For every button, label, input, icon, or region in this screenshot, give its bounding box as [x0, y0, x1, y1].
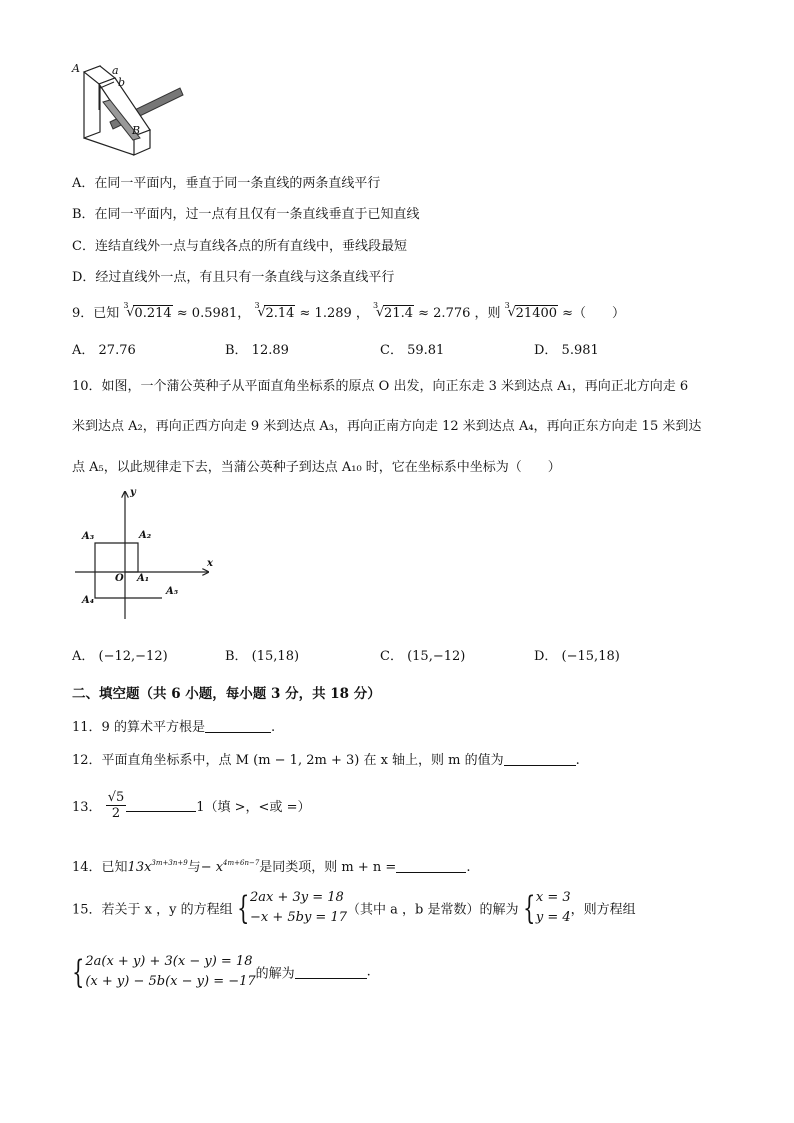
fig2-label-y: y	[130, 487, 136, 498]
q9-radical-3: 3 √ 21.4	[373, 301, 413, 321]
q13-stem	[72, 790, 310, 821]
q15-stem	[72, 888, 636, 928]
q15-system-1: 2ax + 3y = 18 −x + 5by = 17	[249, 890, 348, 925]
q14-exp-1: 3m+3n+9	[151, 859, 188, 867]
q14-term-1: 13x	[127, 860, 152, 875]
q14-end: .	[466, 860, 471, 875]
fig2-label-A2: A₂	[139, 530, 152, 541]
q14-stem	[72, 856, 470, 875]
figure-coordinate-spiral	[70, 487, 220, 622]
q9-option-c: C． 59.81	[380, 343, 445, 358]
q13-fraction: $\frac{√5}{2}$	[107, 790, 125, 821]
q13-answer-blank[interactable]	[126, 799, 196, 812]
q15-end: .	[366, 964, 371, 980]
fig2-label-A4: A₄	[82, 595, 95, 606]
figure-setsquare	[70, 60, 190, 165]
q10-option-d: D． (−15,18)	[534, 649, 620, 664]
setsquare-drawing	[70, 60, 190, 165]
fig2-label-O: O	[115, 573, 124, 584]
q15-brace-2: {	[522, 889, 535, 927]
q10-option-a: A． (−12,−12)	[72, 649, 168, 664]
q14-suffix: 是同类项，则 m + n =	[259, 860, 397, 875]
q8-option-a: A．在同一平面内，垂直于同一条直线的两条直线平行	[72, 176, 381, 191]
q13-suffix: 1（填 >，<或 =）	[196, 800, 311, 815]
fig2-label-A5: A₅	[166, 586, 179, 597]
q8-option-b: B．在同一平面内，过一点有且仅有一条直线垂直于已知直线	[72, 207, 420, 222]
q14-answer-blank[interactable]	[396, 860, 466, 873]
q15-tail: 的解为	[255, 966, 295, 982]
q11-text: 11．9 的算术平方根是	[72, 720, 205, 735]
q9-value-2: ≈ 1.289 ，	[299, 306, 369, 321]
fig1-label-b: b	[118, 76, 126, 89]
q14-mid: 与	[187, 860, 201, 875]
q12-end: .	[575, 753, 580, 768]
q8-option-c: C．连结直线外一点与直线各点的所有直线中，垂线段最短	[72, 239, 407, 254]
q9-prefix: 9．已知	[72, 306, 120, 321]
q9-value-1: ≈ 0.5981，	[176, 306, 251, 321]
q14-prefix: 14．已知	[72, 860, 128, 875]
q10-option-c: C． (15,−12)	[380, 649, 466, 664]
q12-answer-blank[interactable]	[504, 753, 576, 766]
q10-option-b: B． (15,18)	[225, 649, 300, 664]
q12-stem	[72, 749, 580, 768]
q14-term-2: − x	[200, 860, 224, 875]
q15-second-system	[68, 952, 371, 992]
q9-option-a: A． 27.76	[72, 343, 136, 358]
fig1-label-A: A	[72, 62, 80, 75]
q15-middle: （其中 a ，b 是常数）的解为	[347, 902, 519, 918]
q10-line-3: 点 A₅，以此规律走下去，当蒲公英种子到达点 A₁₀ 时，它在坐标系中坐标为（ ）	[72, 460, 561, 475]
q15-answer-blank[interactable]	[295, 966, 367, 979]
q10-line-2: 米到达点 A₂，再向正西方向走 9 米到达点 A₃，再向正南方向走 12 米到达点 A₄，再向正东方向走 15 米到达	[72, 419, 702, 434]
q15-suffix: ，则方程组	[570, 902, 636, 918]
q15-brace-1: {	[236, 889, 249, 927]
section-title-fill-blank: 二、填空题（共 6 小题，每小题 3 分，共 18 分）	[72, 686, 381, 702]
q12-text: 12．平面直角坐标系中，点 M (m − 1, 2m + 3) 在 x 轴上，则 m 的值为	[72, 753, 504, 768]
fig1-label-B: B	[132, 124, 141, 137]
q9-radical-1: 3 √ 0.214	[123, 301, 172, 321]
q9-stem	[72, 302, 625, 321]
q8-option-d: D．经过直线外一点，有且只有一条直线与这条直线平行	[72, 270, 395, 285]
q14-exp-2: 4m+6n−7	[223, 859, 260, 867]
q15-system-2: 2a(x + y) + 3(x − y) = 18 (x + y) − 5b(x − y) = −17	[85, 954, 256, 989]
q10-line-1: 10．如图，一个蒲公英种子从平面直角坐标系的原点 O 出发，向正东走 3 米到达点 A₁，再向正北方向走 6	[72, 379, 689, 394]
q11-stem	[72, 716, 275, 735]
q11-answer-blank[interactable]	[205, 720, 271, 733]
fig2-label-x: x	[207, 558, 213, 569]
q13-prefix: 13．	[72, 800, 102, 815]
q15-brace-3: {	[72, 953, 85, 991]
fig1-label-a: a	[112, 64, 119, 77]
q9-option-b: B． 12.89	[225, 343, 289, 358]
q15-solution: x = 3 y = 4	[535, 890, 571, 925]
fig2-label-A1: A₁	[137, 573, 150, 584]
q9-value-3: ≈ 2.776 ，则	[418, 306, 501, 321]
q11-end: .	[270, 720, 276, 735]
q9-option-d: D． 5.981	[534, 343, 599, 358]
q9-radical-2: 3 √ 2.14	[254, 301, 295, 321]
q9-radical-4: 3 √ 21400	[504, 301, 558, 321]
q15-prefix: 15．若关于 x ，y 的方程组	[72, 902, 233, 918]
fig2-label-A3: A₃	[82, 531, 95, 542]
q9-value-4: ≈（ ）	[562, 306, 626, 321]
